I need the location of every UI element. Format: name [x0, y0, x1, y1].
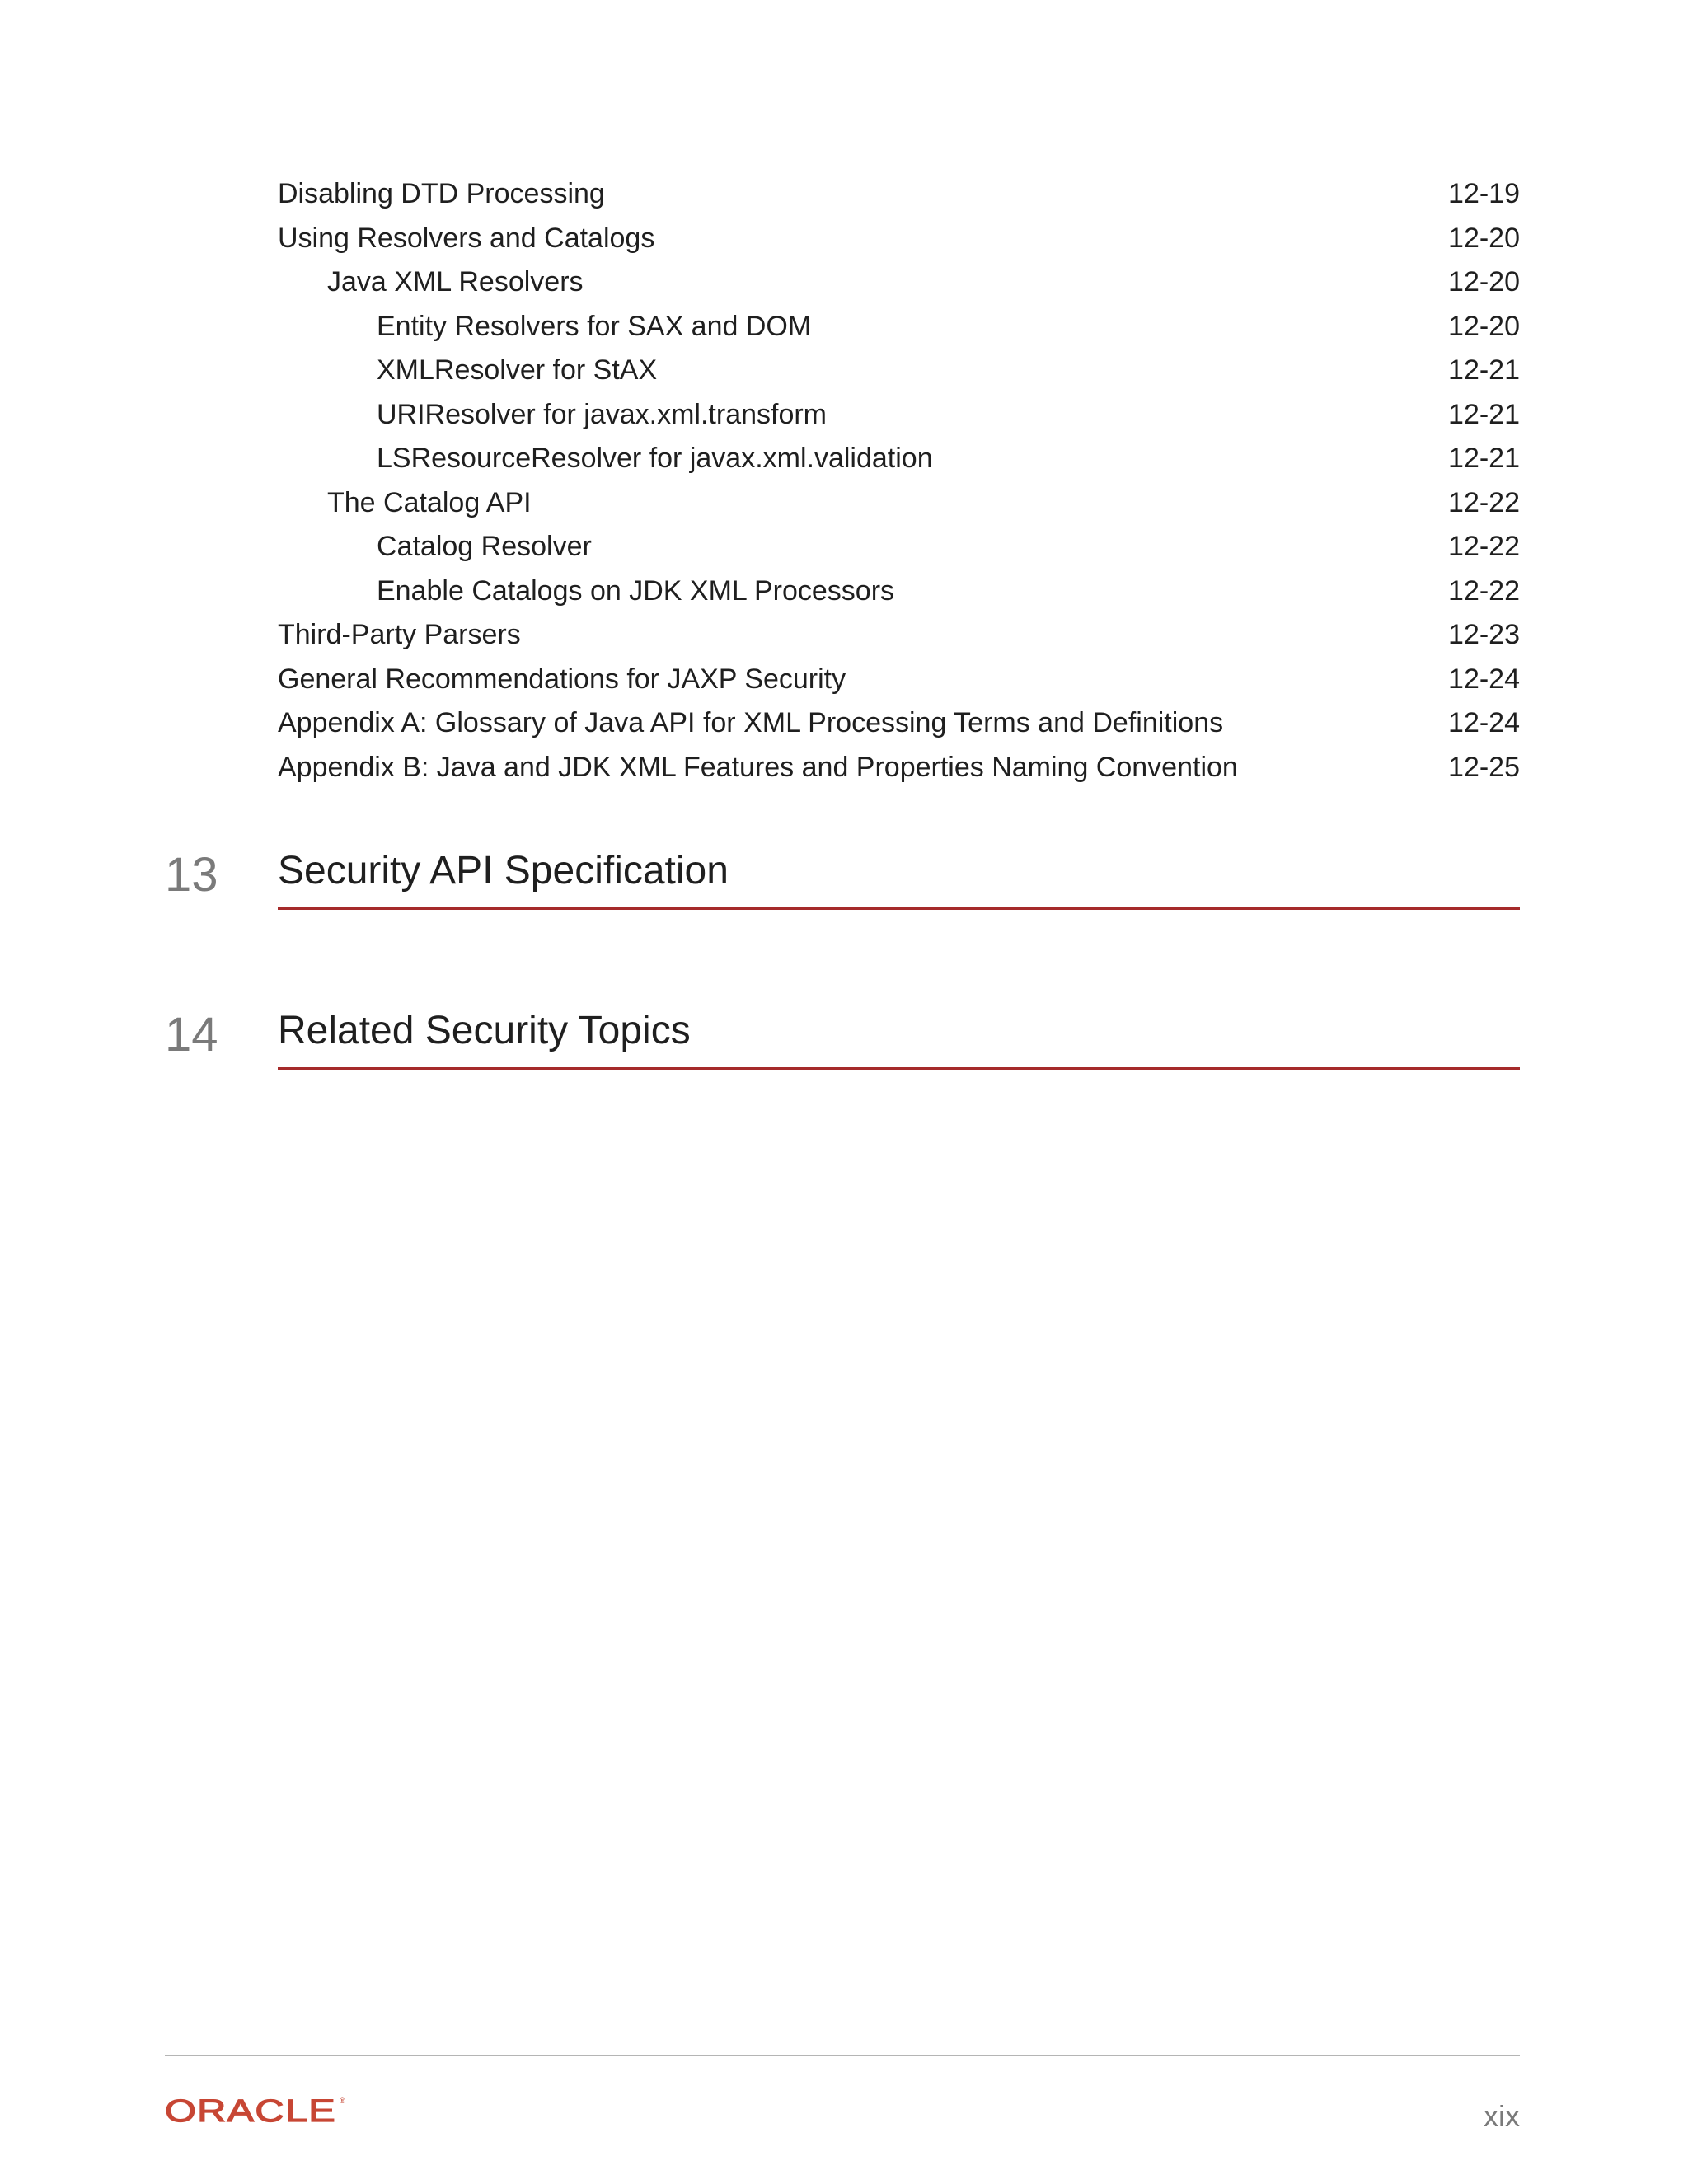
toc-entry-page[interactable]: 12-20: [1448, 222, 1520, 254]
toc-entry-label[interactable]: URIResolver for javax.xml.transform: [377, 398, 828, 430]
toc-entry[interactable]: [278, 172, 1520, 217]
toc-entry[interactable]: [278, 481, 1520, 526]
chapter-divider: [278, 1067, 1520, 1070]
toc-entry-label[interactable]: Appendix B: Java and JDK XML Features and Properties Naming Convention: [278, 751, 1238, 783]
toc-entry[interactable]: [278, 260, 1520, 305]
toc-entry[interactable]: [278, 217, 1520, 261]
registered-mark-icon: ®: [340, 2097, 345, 2105]
toc-entry-label[interactable]: Appendix A: Glossary of Java API for XML Processing Terms and Definitions: [278, 707, 1224, 738]
toc-entry-page[interactable]: 12-19: [1448, 178, 1520, 209]
toc-entry-label[interactable]: Entity Resolvers for SAX and DOM: [377, 310, 812, 342]
toc-entry-label[interactable]: XMLResolver for StAX: [377, 354, 658, 386]
toc-entry[interactable]: [278, 305, 1520, 349]
toc-entry-label[interactable]: Disabling DTD Processing: [278, 178, 605, 209]
toc-entry[interactable]: [278, 393, 1520, 438]
toc-entry[interactable]: [278, 746, 1520, 790]
toc-entry-label[interactable]: Using Resolvers and Catalogs: [278, 222, 655, 254]
footer-divider: [165, 2055, 1520, 2056]
toc-entry-page[interactable]: 12-24: [1448, 663, 1520, 695]
chapter-divider: [278, 907, 1520, 910]
chapter-number: 13: [165, 848, 218, 902]
page-number: xix: [1484, 2099, 1520, 2133]
toc-entry-page[interactable]: 12-22: [1448, 486, 1520, 518]
oracle-logo: [165, 2093, 348, 2126]
chapter-number: 14: [165, 1008, 218, 1062]
toc-entry[interactable]: [278, 569, 1520, 614]
chapter-title[interactable]: Security API Specification: [278, 849, 729, 893]
chapter-heading-14[interactable]: [165, 1002, 1520, 1068]
toc-entry-page[interactable]: 12-22: [1448, 574, 1520, 607]
toc-entries: [278, 172, 1520, 790]
toc-entry-page[interactable]: 12-21: [1448, 398, 1520, 430]
toc-entry-page[interactable]: 12-25: [1448, 751, 1520, 783]
chapter-heading-13[interactable]: [165, 842, 1520, 908]
toc-entry-page[interactable]: 12-21: [1448, 354, 1520, 386]
toc-entry-page[interactable]: 12-21: [1448, 443, 1520, 474]
toc-entry-label[interactable]: The Catalog API: [327, 486, 532, 518]
toc-entry[interactable]: [278, 437, 1520, 481]
oracle-logo-wordmark: ORACLE: [165, 2094, 336, 2126]
toc-entry[interactable]: [278, 349, 1520, 393]
toc-entry[interactable]: [278, 658, 1520, 702]
chapter-title[interactable]: Related Security Topics: [278, 1009, 691, 1052]
toc-entry[interactable]: [278, 525, 1520, 569]
toc-entry-page[interactable]: 12-23: [1448, 619, 1520, 650]
toc-entry-label[interactable]: General Recommendations for JAXP Security: [278, 663, 846, 695]
toc-entry-label[interactable]: Third-Party Parsers: [278, 619, 521, 650]
toc-entry-page[interactable]: 12-22: [1448, 531, 1520, 562]
toc-entry[interactable]: [278, 701, 1520, 746]
toc-entry-label[interactable]: Enable Catalogs on JDK XML Processors: [377, 574, 895, 607]
toc-entry-label[interactable]: Catalog Resolver: [377, 531, 592, 562]
toc-entry[interactable]: [278, 613, 1520, 658]
toc-entry-page[interactable]: 12-24: [1448, 707, 1520, 738]
toc-entry-page[interactable]: 12-20: [1448, 266, 1520, 298]
toc-entry-label[interactable]: Java XML Resolvers: [327, 266, 584, 298]
toc-entry-page[interactable]: 12-20: [1448, 310, 1520, 342]
toc-entry-label[interactable]: LSResourceResolver for javax.xml.validation: [377, 443, 933, 474]
